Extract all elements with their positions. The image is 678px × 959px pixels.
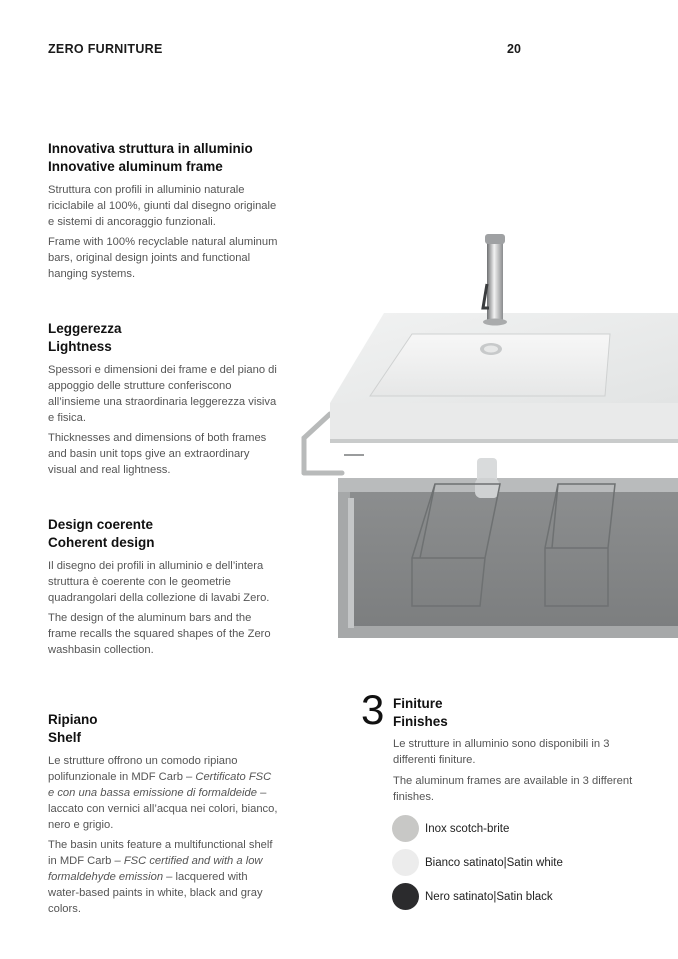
feature-title-it: Ripiano [48,712,98,727]
document-header-title: ZERO FURNITURE [48,42,163,56]
finish-item-white [392,849,563,876]
feature-title-en: Coherent design [48,535,155,550]
finishes-text-it: Le strutture in alluminio sono disponibili in 3 differenti finiture. [393,738,610,766]
feature-coherent-design [48,516,280,662]
frame-shelf-unit [338,478,678,638]
finish-label: Nero satinato|Satin black [425,890,553,903]
feature-text-segment: Le strutture offrono un comodo ripiano polifunzionale in MDF Carb – [48,755,238,783]
faucet [483,234,507,326]
finish-swatch [392,849,419,876]
feature-text-it: Spessori e dimensioni dei frame e del piano di appoggio delle strutture conferiscono all’insieme una straordinaria leggerezza visiva e fisica. [48,364,277,424]
feature-text-it [48,753,280,833]
feature-title [48,711,280,747]
feature-text-en: The design of the aluminum bars and the frame recalls the squared shapes of the Zero washbasin collection. [48,612,271,656]
finish-label: Bianco satinato|Satin white [425,856,563,869]
feature-title-it: Innovativa struttura in alluminio [48,141,253,156]
finishes-text-en: The aluminum frames are available in 3 different finishes. [393,775,633,803]
feature-text-en: Thicknesses and dimensions of both frames and basin unit tops give an extraordinary visual and real lightness. [48,432,267,476]
feature-title-it: Design coerente [48,517,154,532]
feature-title [48,320,280,356]
finish-swatch [392,815,419,842]
feature-text-segment: – laccato con vernici all’acqua nei colori, bianco, nero e grigio. [48,787,278,831]
finish-label: Inox scotch-brite [425,822,510,835]
feature-text-segment: The basin units feature a multifunctional shelf in MDF Carb – [48,839,273,867]
feature-shelf [48,711,280,921]
washbasin [330,313,678,456]
feature-text-it: Il disegno dei profili in alluminio e dell’intera struttura è coerente con le geometrie quadrangolari della collezione di lavabi Zero. [48,560,270,604]
product-photo-washbasin-frame [300,228,678,643]
feature-title [48,516,280,552]
finishes-title-en: Finishes [393,714,448,729]
finishes-title-it: Finiture [393,696,443,711]
finishes-title [393,695,448,731]
feature-text-it: Struttura con profili in alluminio naturale riciclabile al 100%, giunti dal disegno originale e sistemi di ancoraggio funzionali. [48,184,277,228]
feature-text-italic: FSC certified and with a low formaldehyde emission [48,855,263,883]
feature-title-it: Leggerezza [48,321,122,336]
finishes-count: 3 [361,686,385,733]
page-number: 20 [507,42,521,56]
feature-text-en: Frame with 100% recyclable natural aluminum bars, original design joints and functional hanging systems. [48,236,278,280]
feature-lightness [48,320,280,482]
finish-swatch [392,883,419,910]
feature-text-en [48,837,280,917]
feature-title-en: Innovative aluminum frame [48,159,223,174]
finish-item-black [392,883,553,910]
finishes-description [393,736,633,810]
feature-title-en: Lightness [48,339,112,354]
feature-aluminum-frame [48,140,280,286]
finish-item-inox [392,815,509,842]
drain-pipe [475,458,499,498]
feature-title-en: Shelf [48,730,82,745]
feature-text-italic: Certificato FSC e con una bassa emissione di formaldeide [48,771,272,799]
feature-title [48,140,280,176]
feature-text-segment: – lacquered with water-based paints in white, black and gray colors. [48,871,263,915]
